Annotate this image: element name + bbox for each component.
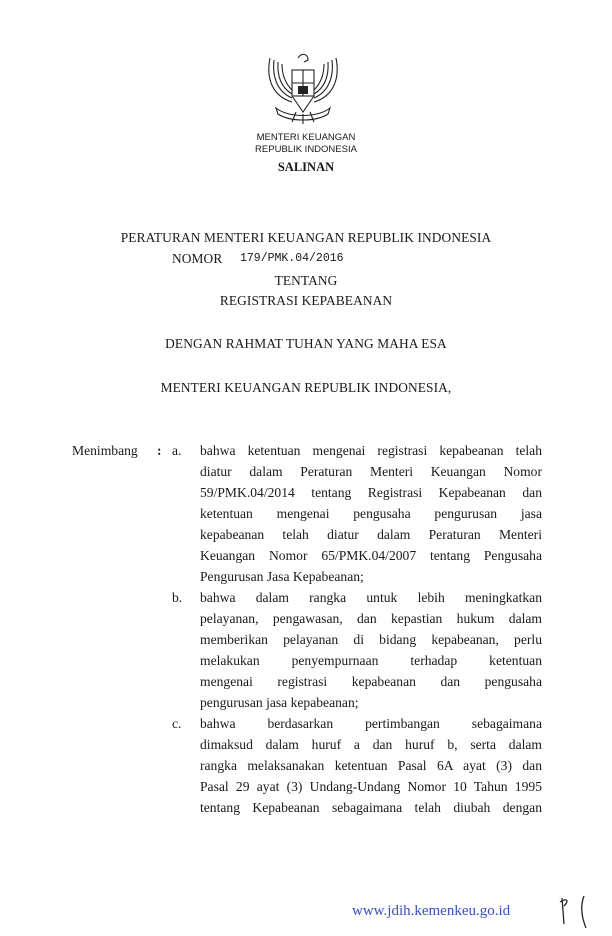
item-letter: c. xyxy=(172,716,182,731)
menimbang-label: Menimbang xyxy=(72,443,138,458)
item-text-line: rangka melaksanakan ketentuan Pasal 6A ayat (3) dan xyxy=(200,758,542,773)
item-text-line: Pasal 29 ayat (3) Undang-Undang Nomor 10 Tahun 1995 xyxy=(200,779,542,794)
footer-url-link[interactable]: www.jdih.kemenkeu.go.id xyxy=(352,903,511,919)
nomor-label: NOMOR xyxy=(172,251,223,266)
item-text-line: bahwa ketentuan mengenai registrasi kepabeanan telah xyxy=(200,443,542,458)
regulation-heading: PERATURAN MENTERI KEUANGAN REPUBLIK INDONESIA xyxy=(120,230,492,245)
item-text-line: Pengurusan Jasa Kepabeanan; xyxy=(200,569,364,584)
tentang-label: TENTANG xyxy=(274,273,338,288)
item-text-line: ketentuan mengenai pengusaha pengurusan jasa xyxy=(200,506,542,521)
item-text-line: pengurusan jasa kepabeanan; xyxy=(200,695,359,710)
letterhead-line1: MENTERI KEUANGAN xyxy=(256,132,356,143)
item-text-line: tentang Kepabeanan sebagaimana telah diubah dengan xyxy=(200,800,542,815)
invocation: DENGAN RAHMAT TUHAN YANG MAHA ESA xyxy=(165,336,447,351)
item-text-line: memberikan pelayanan di bidang kepabeanan, perlu xyxy=(200,632,542,647)
item-text-line: 59/PMK.04/2014 tentang Registrasi Kepabeanan dan xyxy=(200,485,542,500)
item-text-line: bahwa berdasarkan pertimbangan sebagaimana xyxy=(200,716,542,731)
menimbang-colon: : xyxy=(157,443,162,458)
regulation-subject: REGISTRASI KEPABEANAN xyxy=(219,293,393,308)
item-text-line: pelayanan, pengawasan, dan kepastian hukum dalam xyxy=(200,611,542,626)
item-text-line: Keuangan Nomor 65/PMK.04/2007 tentang Pengusaha xyxy=(200,548,542,563)
signature-initials xyxy=(558,892,592,930)
nomor-value: 179/PMK.04/2016 xyxy=(240,252,344,265)
item-text-line: kepabeanan telah diatur dalam Peraturan Menteri xyxy=(200,527,542,542)
item-letter: b. xyxy=(172,590,183,605)
letterhead xyxy=(0,132,612,155)
item-text-line: melakukan penyempurnaan terhadap ketentuan xyxy=(200,653,542,668)
item-text-line: mengenai registrasi kepabeanan dan pengusaha xyxy=(200,674,542,689)
item-letter: a. xyxy=(172,443,182,458)
garuda-emblem-icon xyxy=(262,48,344,128)
item-text-line: diatur dalam Peraturan Menteri Keuangan Nomor xyxy=(200,464,542,479)
letterhead-line2: REPUBLIK INDONESIA xyxy=(255,143,357,155)
item-text-line: dimaksud dalam huruf a dan huruf b, serta dalam xyxy=(200,737,542,752)
authority: MENTERI KEUANGAN REPUBLIK INDONESIA, xyxy=(160,380,452,395)
item-text-line: bahwa dalam rangka untuk lebih meningkatkan xyxy=(200,590,542,605)
salinan-stamp: SALINAN xyxy=(277,160,335,174)
